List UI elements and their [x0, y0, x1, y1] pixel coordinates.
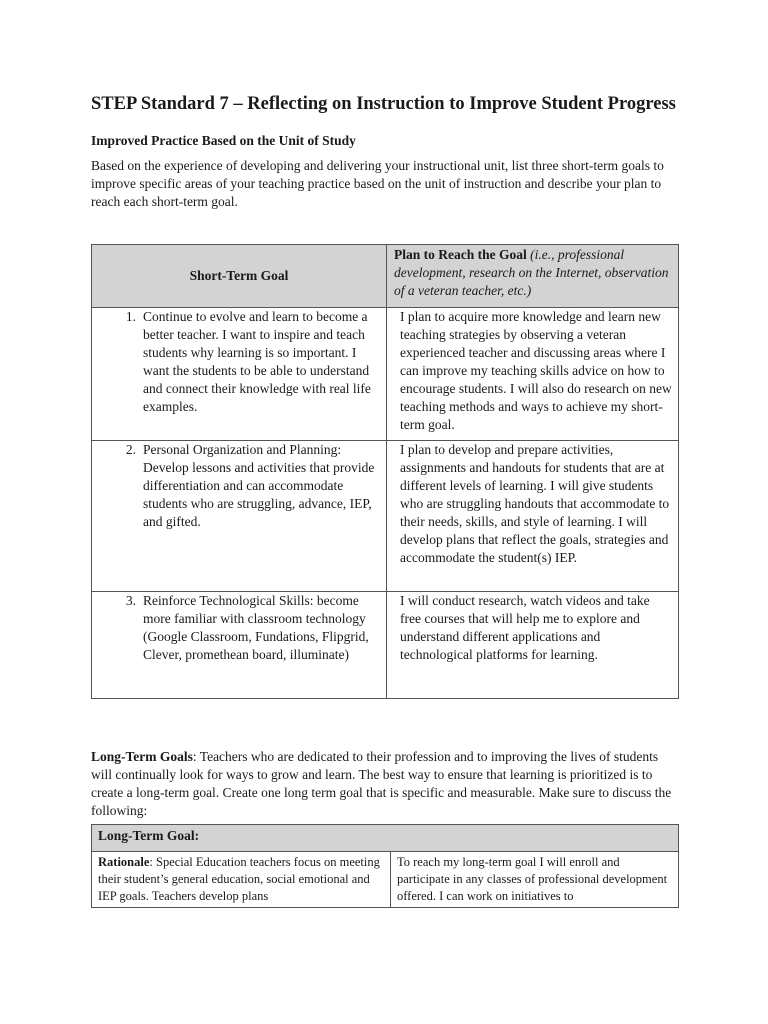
long-term-plan-cell: To reach my long-term goal I will enroll and participate in any classes of professional development offered. I can work on initiatives to: [391, 852, 679, 908]
table-row: [92, 441, 679, 592]
document-page: [91, 92, 679, 908]
plan-header-examples: (i.e., professional development, research on the Internet, observation of a veteran teacher, etc.): [394, 247, 669, 298]
table-row: [92, 592, 679, 699]
long-term-goals-text: : Teachers who are dedicated to their profession and to improving the lives of students will continually look for ways to grow and learn. The best way to ensure that learning is prioritized is to create a long-term goal. Create one long term goal that is specific and measurable. Make sure to discuss the following:: [91, 749, 672, 818]
goal-cell: [92, 441, 387, 592]
short-term-goal-header: Short-Term Goal: [92, 245, 387, 308]
goal-text: Personal Organization and Planning: Develop lessons and activities that provide differentiation and can accommodate students who are struggling, advance, IEP, and gifted.: [143, 442, 375, 529]
goal-text: Continue to evolve and learn to become a better teacher. I want to inspire and teach students why learning is so important. I want the students to be able to understand and connect their knowledge with real life examples.: [143, 309, 371, 414]
rationale-label: Rationale: [98, 855, 150, 869]
long-term-goals-label: Long-Term Goals: [91, 749, 193, 764]
plan-cell: I plan to develop and prepare activities, assignments and handouts for students that are at different levels of learning. I will give students who are struggling handouts that accommodate to their needs, skills, and style of learning. I will develop plans that reflect the goals, strategies and accommodate the student(s) IEP.: [387, 441, 679, 592]
plan-cell: I will conduct research, watch videos and take free courses that will help me to explore and understand different applications and technological platforms for learning.: [387, 592, 679, 699]
rationale-text: : Special Education teachers focus on meeting their student’s general education, social emotional and IEP goals. Teachers develop plans: [98, 855, 380, 903]
intro-paragraph: Based on the experience of developing and delivering your instructional unit, list three short-term goals to improve specific areas of your teaching practice based on the unit of instruction and describe your plan to reach each short-term goal.: [91, 158, 664, 209]
table-row: [92, 308, 679, 441]
goal-text: Reinforce Technological Skills: become more familiar with classroom technology (Google Classroom, Fundations, Flipgrid, Clever, promethean board, illuminate): [143, 593, 369, 662]
goal-cell: [92, 592, 387, 699]
section-heading: Improved Practice Based on the Unit of Study: [91, 133, 356, 148]
goal-number: 1.: [125, 309, 136, 324]
long-term-goal-table: [91, 824, 679, 908]
table-row: [92, 852, 679, 908]
long-term-goal-header: Long-Term Goal:: [92, 825, 679, 852]
document-title: STEP Standard 7 – Reflecting on Instruction to Improve Student Progress: [91, 94, 676, 114]
short-term-goals-table: [91, 244, 679, 699]
plan-header: [387, 245, 679, 308]
plan-cell: I plan to acquire more knowledge and learn new teaching strategies by observing a veteran experienced teacher and discussing areas where I can improve my teaching skills advice on how to encourage students. I will also do research on new teaching methods and ways to achieve my short-term goal.: [387, 308, 679, 441]
plan-header-title: Plan to Reach the Goal: [394, 247, 527, 262]
goal-cell: [92, 308, 387, 441]
long-term-goals-paragraph: [91, 748, 679, 820]
goal-number: 2.: [125, 442, 136, 457]
rationale-cell: [92, 852, 391, 908]
goal-number: 3.: [125, 593, 136, 608]
